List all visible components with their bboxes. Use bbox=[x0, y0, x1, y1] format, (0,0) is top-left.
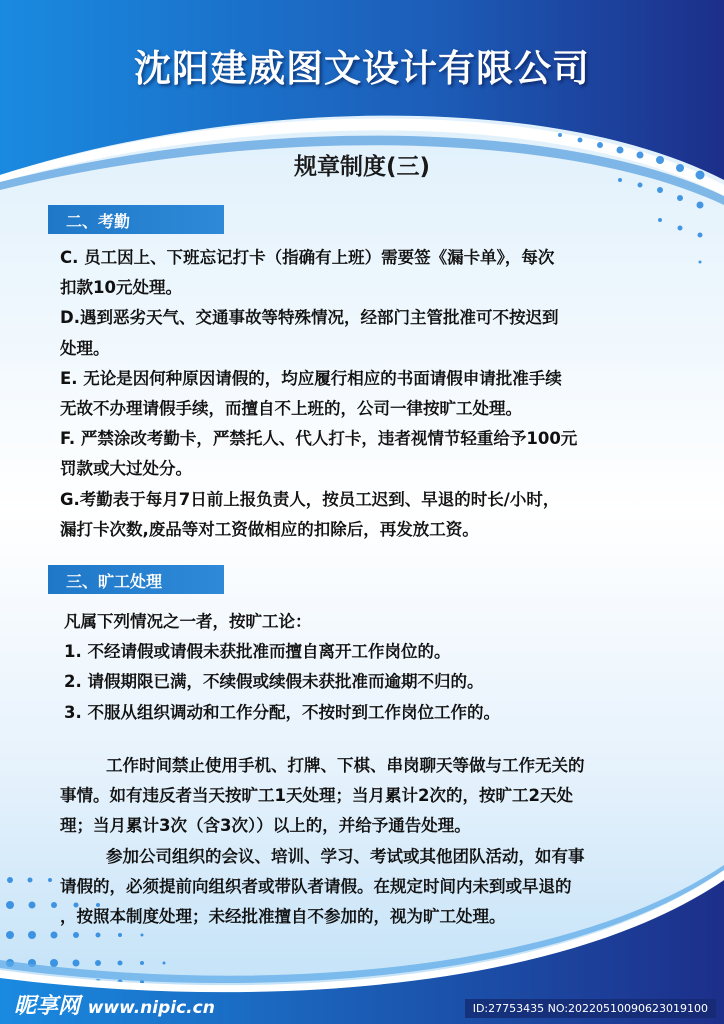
section-heading-attendance: 二、考勤 bbox=[48, 205, 224, 234]
company-title: 沈阳建威图文设计有限公司 bbox=[134, 47, 590, 90]
list-item: 2. 请假期限已满，不续假或续假未获批准而逾期不归的。 bbox=[64, 672, 484, 692]
rule-line: 无故不办理请假手续，而擅自不上班的，公司一律按旷工处理。 bbox=[60, 399, 522, 419]
list-item: 3. 不服从组织调动和工作分配，不按时到工作岗位工作的。 bbox=[64, 702, 500, 722]
image-id-label: ID:27753435 NO:20220510090623019100 bbox=[465, 999, 716, 1018]
rule-line: 处理。 bbox=[60, 338, 110, 358]
intro-line: 凡属下列情况之一者，按旷工论： bbox=[64, 612, 312, 631]
rule-line: 罚款或大过处分。 bbox=[60, 459, 192, 479]
page-subtitle: 规章制度(三) bbox=[293, 154, 431, 180]
logo-text: 昵享网 bbox=[14, 994, 81, 1019]
paragraph-line: 工作时间禁止使用手机、打牌、下棋、串岗聊天等做与工作无关的 bbox=[60, 756, 585, 775]
site-url: www.nipic.cn bbox=[87, 998, 215, 1018]
paragraph-line: 理；当月累计3次（含3次））以上的，并给予通告处理。 bbox=[60, 816, 471, 836]
rule-line: E. 无论是因何种原因请假的，均应履行相应的书面请假申请批准手续 bbox=[60, 368, 562, 388]
rule-line: C. 员工因上、下班忘记打卡（指确有上班）需要签《漏卡单》，每次 bbox=[60, 248, 555, 267]
rule-line: G.考勤表于每月7日前上报负责人，按员工迟到、早退的时长/小时， bbox=[60, 489, 560, 509]
attendance-rules bbox=[60, 243, 577, 545]
rule-line: F. 严禁涂改考勤卡，严禁托人、代人打卡，违者视情节轻重给予100元 bbox=[60, 429, 578, 449]
rule-line: 漏打卡次数,废品等对工资做相应的扣除后，再发放工资。 bbox=[60, 519, 479, 539]
rule-line: 扣款10元处理。 bbox=[60, 278, 182, 298]
paragraph-line: 请假的，必须提前向组织者或带队者请假。在规定时间内未到或早退的 bbox=[60, 876, 572, 896]
rule-line: D.遇到恶劣天气、交通事故等特殊情况，经部门主管批准可不按迟到 bbox=[60, 308, 559, 328]
absenteeism-list bbox=[64, 607, 500, 728]
list-item: 1. 不经请假或请假未获批准而擅自离开工作岗位的。 bbox=[64, 642, 451, 662]
paragraph-line: ，按照本制度处理；未经批准擅自不参加的，视为旷工处理。 bbox=[60, 907, 506, 927]
paragraph-line: 事情。如有违反者当天按旷工1天处理；当月累计2次的，按旷工2天处 bbox=[60, 786, 573, 806]
section-heading-absenteeism: 三、旷工处理 bbox=[48, 565, 224, 594]
paragraph-line: 参加公司组织的会议、培训、学习、考试或其他团队活动，如有事 bbox=[60, 846, 585, 866]
watermark-logo bbox=[14, 989, 215, 1020]
absenteeism-paragraph bbox=[60, 751, 584, 932]
